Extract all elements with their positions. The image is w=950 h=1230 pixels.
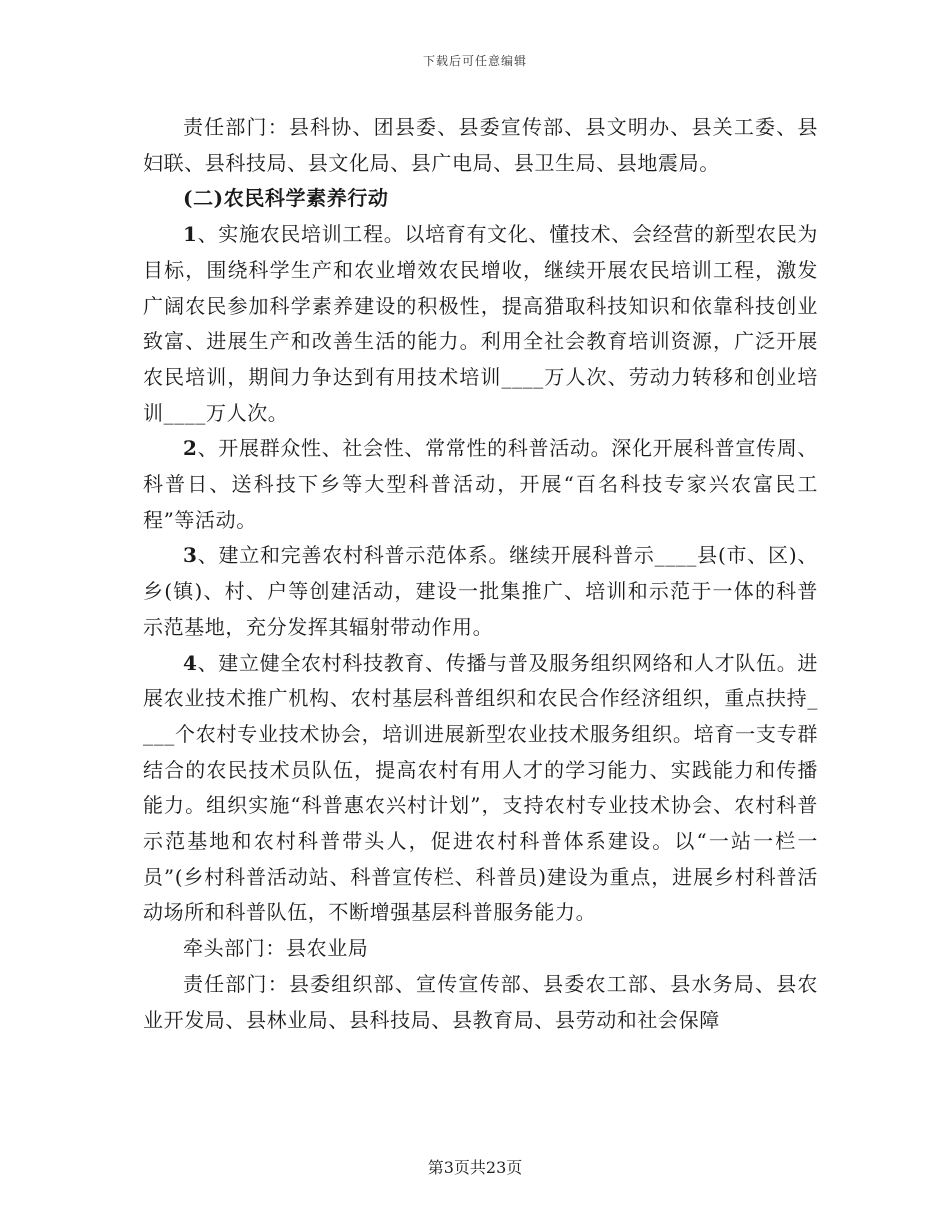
item-text: 、建立和完善农村科普示范体系。继续开展科普示____县(市、区)、乡(镇)、村、户等创建活动，建设一批集推广、培训和示范于一体的科普示范基地，充分发挥其辐射带动作用。 <box>143 543 818 639</box>
item-number: 4 <box>183 650 198 675</box>
item-number: 1 <box>183 222 198 247</box>
lead-department: 牵头部门：县农业局 <box>183 936 369 961</box>
item-number: 3 <box>183 543 198 568</box>
page-number: 第3页共23页 <box>427 1158 523 1177</box>
responsible-departments: 责任部门：县委组织部、宣传宣传部、县委农工部、县水务局、县农业开发局、县林业局、县科技局、县教育局、县劳动和社会保障 <box>143 971 818 1032</box>
item-text: 、开展群众性、社会性、常常性的科普活动。深化开展科普宣传周、科普日、送科技下乡等大型科普活动，开展“百名科技专家兴农富民工程”等活动。 <box>143 436 818 532</box>
header-note: 下载后可任意编辑 <box>422 54 527 68</box>
section-heading: (二)农民科学素养行动 <box>183 186 389 211</box>
document-body <box>143 110 818 1038</box>
responsibility-paragraph: 责任部门：县科协、团县委、县委宣传部、县文明办、县关工委、县妇联、县科技局、县文化局、县广电局、县卫生局、县地震局。 <box>143 115 818 175</box>
item-text: 、实施农民培训工程。以培育有文化、懂技术、会经营的新型农民为目标，围绕科学生产和农业增效农民增收，继续开展农民培训工程，激发广阔农民参加科学素养建设的积极性，提高猎取科技知识和依靠科技创业致富、进展生产和改善生活的能力。利用全社会教育培训资源，广泛开展农民培训，期间力争达到有用技术培训____万人次、劳动力转移和创业培训____万人次。 <box>143 222 818 425</box>
list-item <box>143 217 818 431</box>
item-number: 2 <box>183 436 198 461</box>
item-text: 、建立健全农村科技教育、传播与普及服务组织网络和人才队伍。进展农业技术推广机构、农村基层科普组织和农民合作经济组织，重点扶持____个农村专业技术协会，培训进展新型农业技术服务组织。培育一支专群结合的农民技术员队伍，提高农村有用人才的学习能力、实践能力和传播能力。组织实施“科普惠农兴村计划”，支持农村专业技术协会、农村科普示范基地和农村科普带头人，促进农村科普体系建设。以“一站一栏一员”(乡村科普活动站、科普宣传栏、科普员)建设为重点，进展乡村科普活动场所和科普队伍，不断增强基层科普服务能力。 <box>143 650 818 925</box>
list-item <box>143 538 818 645</box>
list-item <box>143 431 818 538</box>
list-item <box>143 646 818 932</box>
